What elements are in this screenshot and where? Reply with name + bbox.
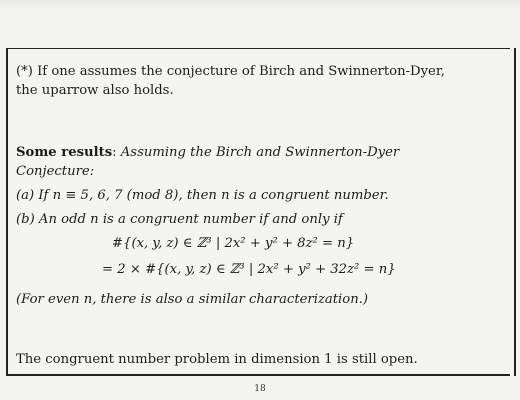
- remark-line-1: (*) If one assumes the conjecture of Birch and Swinnerton-Dyer,: [16, 64, 445, 79]
- closing-statement: The congruent number problem in dimension 1 is still open.: [16, 352, 418, 367]
- note-even-n: (For even n, there is also a similar characterization.): [16, 292, 369, 307]
- results-separator: :: [112, 145, 121, 160]
- remark-line-2: the uparrow also holds.: [16, 83, 174, 98]
- results-intro: Assuming the Birch and Swinnerton-Dyer: [120, 145, 400, 160]
- results-heading: Some results: [16, 145, 113, 160]
- results-heading-line: [16, 143, 399, 163]
- result-item-a: (a) If n ≡ 5, 6, 7 (mod 8), then n is a congruent number.: [16, 188, 389, 203]
- slide-frame-right-border: [514, 48, 516, 376]
- page-number: 18: [254, 384, 266, 394]
- results-intro-line-2: Conjecture:: [16, 164, 95, 179]
- equation-line-2: = 2 × #{(x, y, z) ∈ ℤ³ | 2x² + y² + 32z² = n}: [102, 262, 396, 277]
- scan-top-edge: [0, 0, 520, 8]
- result-item-b: (b) An odd n is a congruent number if and only if: [16, 212, 343, 227]
- equation-line-1: #{(x, y, z) ∈ ℤ³ | 2x² + y² + 8z² = n}: [112, 236, 355, 251]
